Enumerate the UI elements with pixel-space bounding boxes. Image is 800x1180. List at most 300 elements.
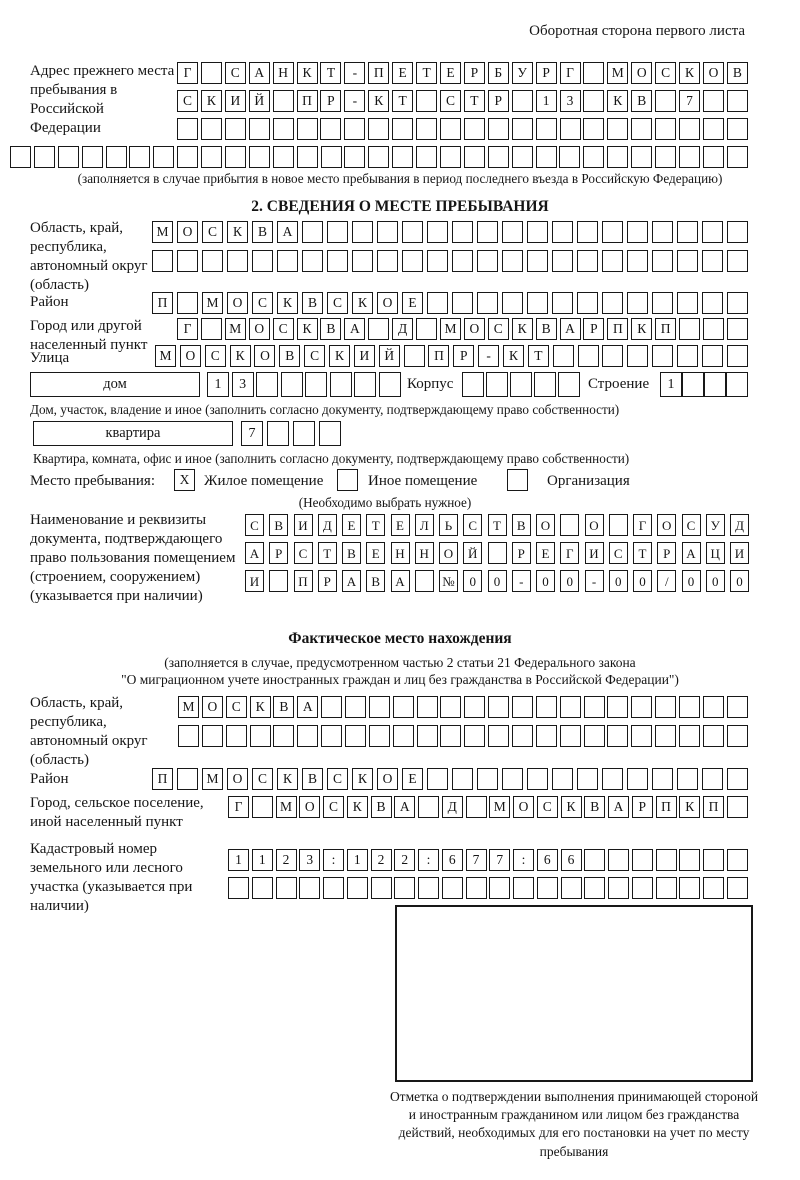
org-checkbox[interactable]: [507, 469, 528, 491]
char-box[interactable]: [679, 696, 700, 718]
char-box[interactable]: К: [277, 292, 298, 314]
char-box[interactable]: Р: [269, 542, 288, 564]
char-box[interactable]: [677, 292, 698, 314]
char-box[interactable]: [345, 725, 366, 747]
char-box[interactable]: А: [344, 318, 365, 340]
char-box[interactable]: К: [352, 768, 373, 790]
char-box[interactable]: С: [327, 768, 348, 790]
char-box[interactable]: [228, 877, 249, 899]
char-box[interactable]: 2: [276, 849, 297, 871]
char-box[interactable]: А: [608, 796, 629, 818]
char-box[interactable]: [201, 146, 222, 168]
char-box[interactable]: 7: [489, 849, 510, 871]
char-box[interactable]: №: [439, 570, 458, 592]
char-box[interactable]: [627, 292, 648, 314]
char-box[interactable]: К: [631, 318, 652, 340]
char-box[interactable]: [679, 877, 700, 899]
char-box[interactable]: С: [304, 345, 325, 367]
char-box[interactable]: Е: [342, 514, 361, 536]
char-box[interactable]: [347, 877, 368, 899]
char-box[interactable]: П: [152, 292, 173, 314]
char-box[interactable]: [703, 877, 724, 899]
char-box[interactable]: П: [703, 796, 724, 818]
char-box[interactable]: [577, 768, 598, 790]
char-box[interactable]: [631, 696, 652, 718]
char-box[interactable]: Б: [488, 62, 509, 84]
char-box[interactable]: [273, 90, 294, 112]
char-box[interactable]: А: [560, 318, 581, 340]
char-box[interactable]: [534, 372, 556, 397]
char-box[interactable]: С: [177, 90, 198, 112]
char-box[interactable]: Т: [320, 62, 341, 84]
char-box[interactable]: П: [428, 345, 449, 367]
char-box[interactable]: В: [320, 318, 341, 340]
char-box[interactable]: С: [609, 542, 628, 564]
char-box[interactable]: [299, 877, 320, 899]
char-box[interactable]: [394, 877, 415, 899]
char-box[interactable]: В: [371, 796, 392, 818]
char-box[interactable]: О: [536, 514, 555, 536]
char-box[interactable]: [702, 292, 723, 314]
char-box[interactable]: О: [180, 345, 201, 367]
char-box[interactable]: [402, 250, 423, 272]
char-box[interactable]: [608, 849, 629, 871]
char-box[interactable]: [201, 318, 222, 340]
kvartira-type-field[interactable]: квартира: [33, 421, 233, 446]
char-box[interactable]: 3: [560, 90, 581, 112]
char-box[interactable]: К: [679, 796, 700, 818]
char-box[interactable]: [655, 725, 676, 747]
char-box[interactable]: [702, 221, 723, 243]
char-box[interactable]: О: [202, 696, 223, 718]
char-box[interactable]: [256, 372, 278, 397]
char-box[interactable]: [452, 292, 473, 314]
char-box[interactable]: С: [205, 345, 226, 367]
char-box[interactable]: [225, 146, 246, 168]
char-box[interactable]: Т: [416, 62, 437, 84]
char-box[interactable]: И: [585, 542, 604, 564]
char-box[interactable]: [486, 372, 508, 397]
char-box[interactable]: [652, 292, 673, 314]
char-box[interactable]: [527, 221, 548, 243]
char-box[interactable]: [440, 696, 461, 718]
inoe-checkbox[interactable]: [337, 469, 358, 491]
char-box[interactable]: [584, 725, 605, 747]
char-box[interactable]: 6: [442, 849, 463, 871]
char-box[interactable]: Т: [318, 542, 337, 564]
char-box[interactable]: [276, 877, 297, 899]
char-box[interactable]: [552, 250, 573, 272]
char-box[interactable]: [727, 318, 748, 340]
char-box[interactable]: [330, 372, 352, 397]
char-box[interactable]: [677, 250, 698, 272]
char-box[interactable]: К: [227, 221, 248, 243]
char-box[interactable]: [393, 696, 414, 718]
char-box[interactable]: [273, 146, 294, 168]
char-box[interactable]: Р: [464, 62, 485, 84]
char-box[interactable]: В: [536, 318, 557, 340]
char-box[interactable]: [677, 768, 698, 790]
char-box[interactable]: О: [631, 62, 652, 84]
char-box[interactable]: 0: [536, 570, 555, 592]
char-box[interactable]: [656, 877, 677, 899]
char-box[interactable]: [632, 877, 653, 899]
char-box[interactable]: [679, 318, 700, 340]
char-box[interactable]: 0: [682, 570, 701, 592]
char-box[interactable]: К: [561, 796, 582, 818]
char-box[interactable]: [726, 372, 748, 397]
char-box[interactable]: [631, 146, 652, 168]
char-box[interactable]: [464, 696, 485, 718]
char-box[interactable]: [583, 118, 604, 140]
char-box[interactable]: [536, 146, 557, 168]
char-box[interactable]: Р: [488, 90, 509, 112]
char-box[interactable]: [368, 118, 389, 140]
char-box[interactable]: О: [377, 768, 398, 790]
char-box[interactable]: [319, 421, 341, 446]
char-box[interactable]: К: [201, 90, 222, 112]
char-box[interactable]: Р: [583, 318, 604, 340]
char-box[interactable]: П: [655, 318, 676, 340]
char-box[interactable]: М: [155, 345, 176, 367]
char-box[interactable]: В: [279, 345, 300, 367]
char-box[interactable]: [627, 768, 648, 790]
char-box[interactable]: М: [202, 768, 223, 790]
char-box[interactable]: С: [440, 90, 461, 112]
char-box[interactable]: 1: [228, 849, 249, 871]
char-box[interactable]: С: [323, 796, 344, 818]
char-box[interactable]: [269, 570, 288, 592]
char-box[interactable]: 7: [679, 90, 700, 112]
char-box[interactable]: [677, 221, 698, 243]
char-box[interactable]: [607, 118, 628, 140]
char-box[interactable]: [527, 250, 548, 272]
char-box[interactable]: В: [584, 796, 605, 818]
char-box[interactable]: А: [297, 696, 318, 718]
char-box[interactable]: [416, 146, 437, 168]
char-box[interactable]: Е: [536, 542, 555, 564]
char-box[interactable]: [536, 725, 557, 747]
char-box[interactable]: К: [607, 90, 628, 112]
char-box[interactable]: [477, 221, 498, 243]
char-box[interactable]: В: [302, 768, 323, 790]
char-box[interactable]: [427, 250, 448, 272]
char-box[interactable]: К: [512, 318, 533, 340]
char-box[interactable]: :: [323, 849, 344, 871]
char-box[interactable]: [704, 372, 726, 397]
char-box[interactable]: [354, 372, 376, 397]
char-box[interactable]: [607, 725, 628, 747]
char-box[interactable]: С: [226, 696, 247, 718]
char-box[interactable]: [252, 877, 273, 899]
char-box[interactable]: [607, 146, 628, 168]
char-box[interactable]: [321, 696, 342, 718]
char-box[interactable]: Г: [560, 62, 581, 84]
char-box[interactable]: П: [368, 62, 389, 84]
char-box[interactable]: [584, 696, 605, 718]
char-box[interactable]: [477, 292, 498, 314]
char-box[interactable]: [252, 250, 273, 272]
char-box[interactable]: В: [631, 90, 652, 112]
char-box[interactable]: К: [679, 62, 700, 84]
char-box[interactable]: [727, 90, 748, 112]
char-box[interactable]: Т: [488, 514, 507, 536]
char-box[interactable]: [558, 372, 580, 397]
char-box[interactable]: [655, 146, 676, 168]
char-box[interactable]: О: [249, 318, 270, 340]
char-box[interactable]: [177, 118, 198, 140]
char-box[interactable]: [252, 796, 273, 818]
char-box[interactable]: М: [202, 292, 223, 314]
char-box[interactable]: [727, 146, 748, 168]
char-box[interactable]: [703, 90, 724, 112]
char-box[interactable]: [202, 250, 223, 272]
char-box[interactable]: [677, 345, 698, 367]
char-box[interactable]: [488, 118, 509, 140]
char-box[interactable]: К: [329, 345, 350, 367]
char-box[interactable]: [502, 768, 523, 790]
char-box[interactable]: -: [512, 570, 531, 592]
char-box[interactable]: [10, 146, 31, 168]
char-box[interactable]: 1: [660, 372, 682, 397]
char-box[interactable]: [352, 221, 373, 243]
char-box[interactable]: [369, 696, 390, 718]
char-box[interactable]: [609, 514, 628, 536]
char-box[interactable]: [462, 372, 484, 397]
char-box[interactable]: М: [225, 318, 246, 340]
char-box[interactable]: [281, 372, 303, 397]
char-box[interactable]: С: [245, 514, 264, 536]
char-box[interactable]: [477, 250, 498, 272]
char-box[interactable]: [655, 90, 676, 112]
char-box[interactable]: О: [703, 62, 724, 84]
char-box[interactable]: [537, 877, 558, 899]
char-box[interactable]: [273, 725, 294, 747]
char-box[interactable]: 1: [252, 849, 273, 871]
char-box[interactable]: [703, 118, 724, 140]
char-box[interactable]: Ь: [439, 514, 458, 536]
char-box[interactable]: [320, 118, 341, 140]
char-box[interactable]: [106, 146, 127, 168]
char-box[interactable]: [627, 345, 648, 367]
char-box[interactable]: [632, 849, 653, 871]
char-box[interactable]: Е: [391, 514, 410, 536]
char-box[interactable]: [652, 221, 673, 243]
char-box[interactable]: [703, 725, 724, 747]
char-box[interactable]: [655, 118, 676, 140]
char-box[interactable]: П: [294, 570, 313, 592]
char-box[interactable]: [702, 768, 723, 790]
char-box[interactable]: Г: [177, 318, 198, 340]
char-box[interactable]: [344, 118, 365, 140]
char-box[interactable]: [417, 725, 438, 747]
char-box[interactable]: [177, 250, 198, 272]
char-box[interactable]: И: [730, 542, 749, 564]
char-box[interactable]: Г: [228, 796, 249, 818]
char-box[interactable]: Р: [632, 796, 653, 818]
char-box[interactable]: 0: [633, 570, 652, 592]
char-box[interactable]: [489, 877, 510, 899]
char-box[interactable]: [727, 250, 748, 272]
char-box[interactable]: [578, 345, 599, 367]
char-box[interactable]: [727, 118, 748, 140]
char-box[interactable]: -: [344, 90, 365, 112]
char-box[interactable]: [477, 768, 498, 790]
char-box[interactable]: [415, 570, 434, 592]
char-box[interactable]: [321, 146, 342, 168]
dom-type-field[interactable]: дом: [30, 372, 200, 397]
char-box[interactable]: [727, 292, 748, 314]
char-box[interactable]: [297, 118, 318, 140]
char-box[interactable]: [277, 250, 298, 272]
char-box[interactable]: [727, 877, 748, 899]
char-box[interactable]: [602, 221, 623, 243]
char-box[interactable]: А: [391, 570, 410, 592]
char-box[interactable]: [416, 118, 437, 140]
char-box[interactable]: П: [656, 796, 677, 818]
char-box[interactable]: [416, 90, 437, 112]
char-box[interactable]: А: [394, 796, 415, 818]
char-box[interactable]: [377, 250, 398, 272]
char-box[interactable]: [201, 62, 222, 84]
char-box[interactable]: [452, 768, 473, 790]
char-box[interactable]: Ц: [706, 542, 725, 564]
char-box[interactable]: [703, 146, 724, 168]
char-box[interactable]: [404, 345, 425, 367]
char-box[interactable]: [488, 696, 509, 718]
char-box[interactable]: [297, 725, 318, 747]
char-box[interactable]: [584, 849, 605, 871]
char-box[interactable]: П: [152, 768, 173, 790]
char-box[interactable]: [536, 696, 557, 718]
char-box[interactable]: А: [682, 542, 701, 564]
char-box[interactable]: [510, 372, 532, 397]
char-box[interactable]: 7: [466, 849, 487, 871]
char-box[interactable]: [226, 725, 247, 747]
char-box[interactable]: А: [342, 570, 361, 592]
char-box[interactable]: [627, 250, 648, 272]
char-box[interactable]: [602, 250, 623, 272]
char-box[interactable]: [652, 768, 673, 790]
char-box[interactable]: [656, 849, 677, 871]
char-box[interactable]: -: [344, 62, 365, 84]
char-box[interactable]: М: [607, 62, 628, 84]
char-box[interactable]: [379, 372, 401, 397]
char-box[interactable]: [502, 250, 523, 272]
char-box[interactable]: Д: [730, 514, 749, 536]
char-box[interactable]: С: [294, 542, 313, 564]
char-box[interactable]: [488, 542, 507, 564]
char-box[interactable]: [727, 345, 748, 367]
char-box[interactable]: С: [655, 62, 676, 84]
char-box[interactable]: Е: [402, 768, 423, 790]
char-box[interactable]: [392, 146, 413, 168]
char-box[interactable]: [466, 796, 487, 818]
char-box[interactable]: [560, 514, 579, 536]
char-box[interactable]: [177, 292, 198, 314]
char-box[interactable]: [488, 725, 509, 747]
char-box[interactable]: [679, 118, 700, 140]
char-box[interactable]: [302, 250, 323, 272]
char-box[interactable]: [327, 221, 348, 243]
char-box[interactable]: Т: [366, 514, 385, 536]
char-box[interactable]: К: [347, 796, 368, 818]
char-box[interactable]: [502, 292, 523, 314]
char-box[interactable]: У: [512, 62, 533, 84]
char-box[interactable]: [679, 725, 700, 747]
char-box[interactable]: [702, 345, 723, 367]
char-box[interactable]: С: [327, 292, 348, 314]
char-box[interactable]: [249, 118, 270, 140]
char-box[interactable]: [440, 146, 461, 168]
char-box[interactable]: К: [297, 62, 318, 84]
char-box[interactable]: [321, 725, 342, 747]
char-box[interactable]: [652, 345, 673, 367]
char-box[interactable]: [552, 768, 573, 790]
char-box[interactable]: [225, 118, 246, 140]
char-box[interactable]: О: [177, 221, 198, 243]
char-box[interactable]: Е: [440, 62, 461, 84]
char-box[interactable]: С: [252, 768, 273, 790]
char-box[interactable]: О: [464, 318, 485, 340]
char-box[interactable]: 3: [232, 372, 254, 397]
char-box[interactable]: [297, 146, 318, 168]
char-box[interactable]: М: [440, 318, 461, 340]
char-box[interactable]: [561, 877, 582, 899]
char-box[interactable]: С: [273, 318, 294, 340]
char-box[interactable]: 6: [561, 849, 582, 871]
char-box[interactable]: [631, 725, 652, 747]
char-box[interactable]: О: [227, 292, 248, 314]
char-box[interactable]: И: [245, 570, 264, 592]
char-box[interactable]: Р: [512, 542, 531, 564]
char-box[interactable]: [402, 221, 423, 243]
char-box[interactable]: Д: [392, 318, 413, 340]
char-box[interactable]: Н: [391, 542, 410, 564]
char-box[interactable]: [727, 696, 748, 718]
char-box[interactable]: [202, 725, 223, 747]
char-box[interactable]: [559, 146, 580, 168]
char-box[interactable]: 0: [706, 570, 725, 592]
char-box[interactable]: М: [178, 696, 199, 718]
char-box[interactable]: [418, 877, 439, 899]
char-box[interactable]: [323, 877, 344, 899]
char-box[interactable]: [427, 768, 448, 790]
char-box[interactable]: С: [682, 514, 701, 536]
char-box[interactable]: [527, 768, 548, 790]
char-box[interactable]: В: [252, 221, 273, 243]
char-box[interactable]: -: [585, 570, 604, 592]
char-box[interactable]: [344, 146, 365, 168]
char-box[interactable]: Л: [415, 514, 434, 536]
char-box[interactable]: К: [277, 768, 298, 790]
char-box[interactable]: [679, 849, 700, 871]
char-box[interactable]: [442, 877, 463, 899]
char-box[interactable]: С: [252, 292, 273, 314]
char-box[interactable]: [727, 725, 748, 747]
char-box[interactable]: [201, 118, 222, 140]
char-box[interactable]: К: [352, 292, 373, 314]
char-box[interactable]: 0: [560, 570, 579, 592]
char-box[interactable]: [418, 796, 439, 818]
char-box[interactable]: О: [513, 796, 534, 818]
char-box[interactable]: [602, 768, 623, 790]
char-box[interactable]: И: [354, 345, 375, 367]
char-box[interactable]: [305, 372, 327, 397]
char-box[interactable]: Й: [249, 90, 270, 112]
char-box[interactable]: [652, 250, 673, 272]
char-box[interactable]: [536, 118, 557, 140]
